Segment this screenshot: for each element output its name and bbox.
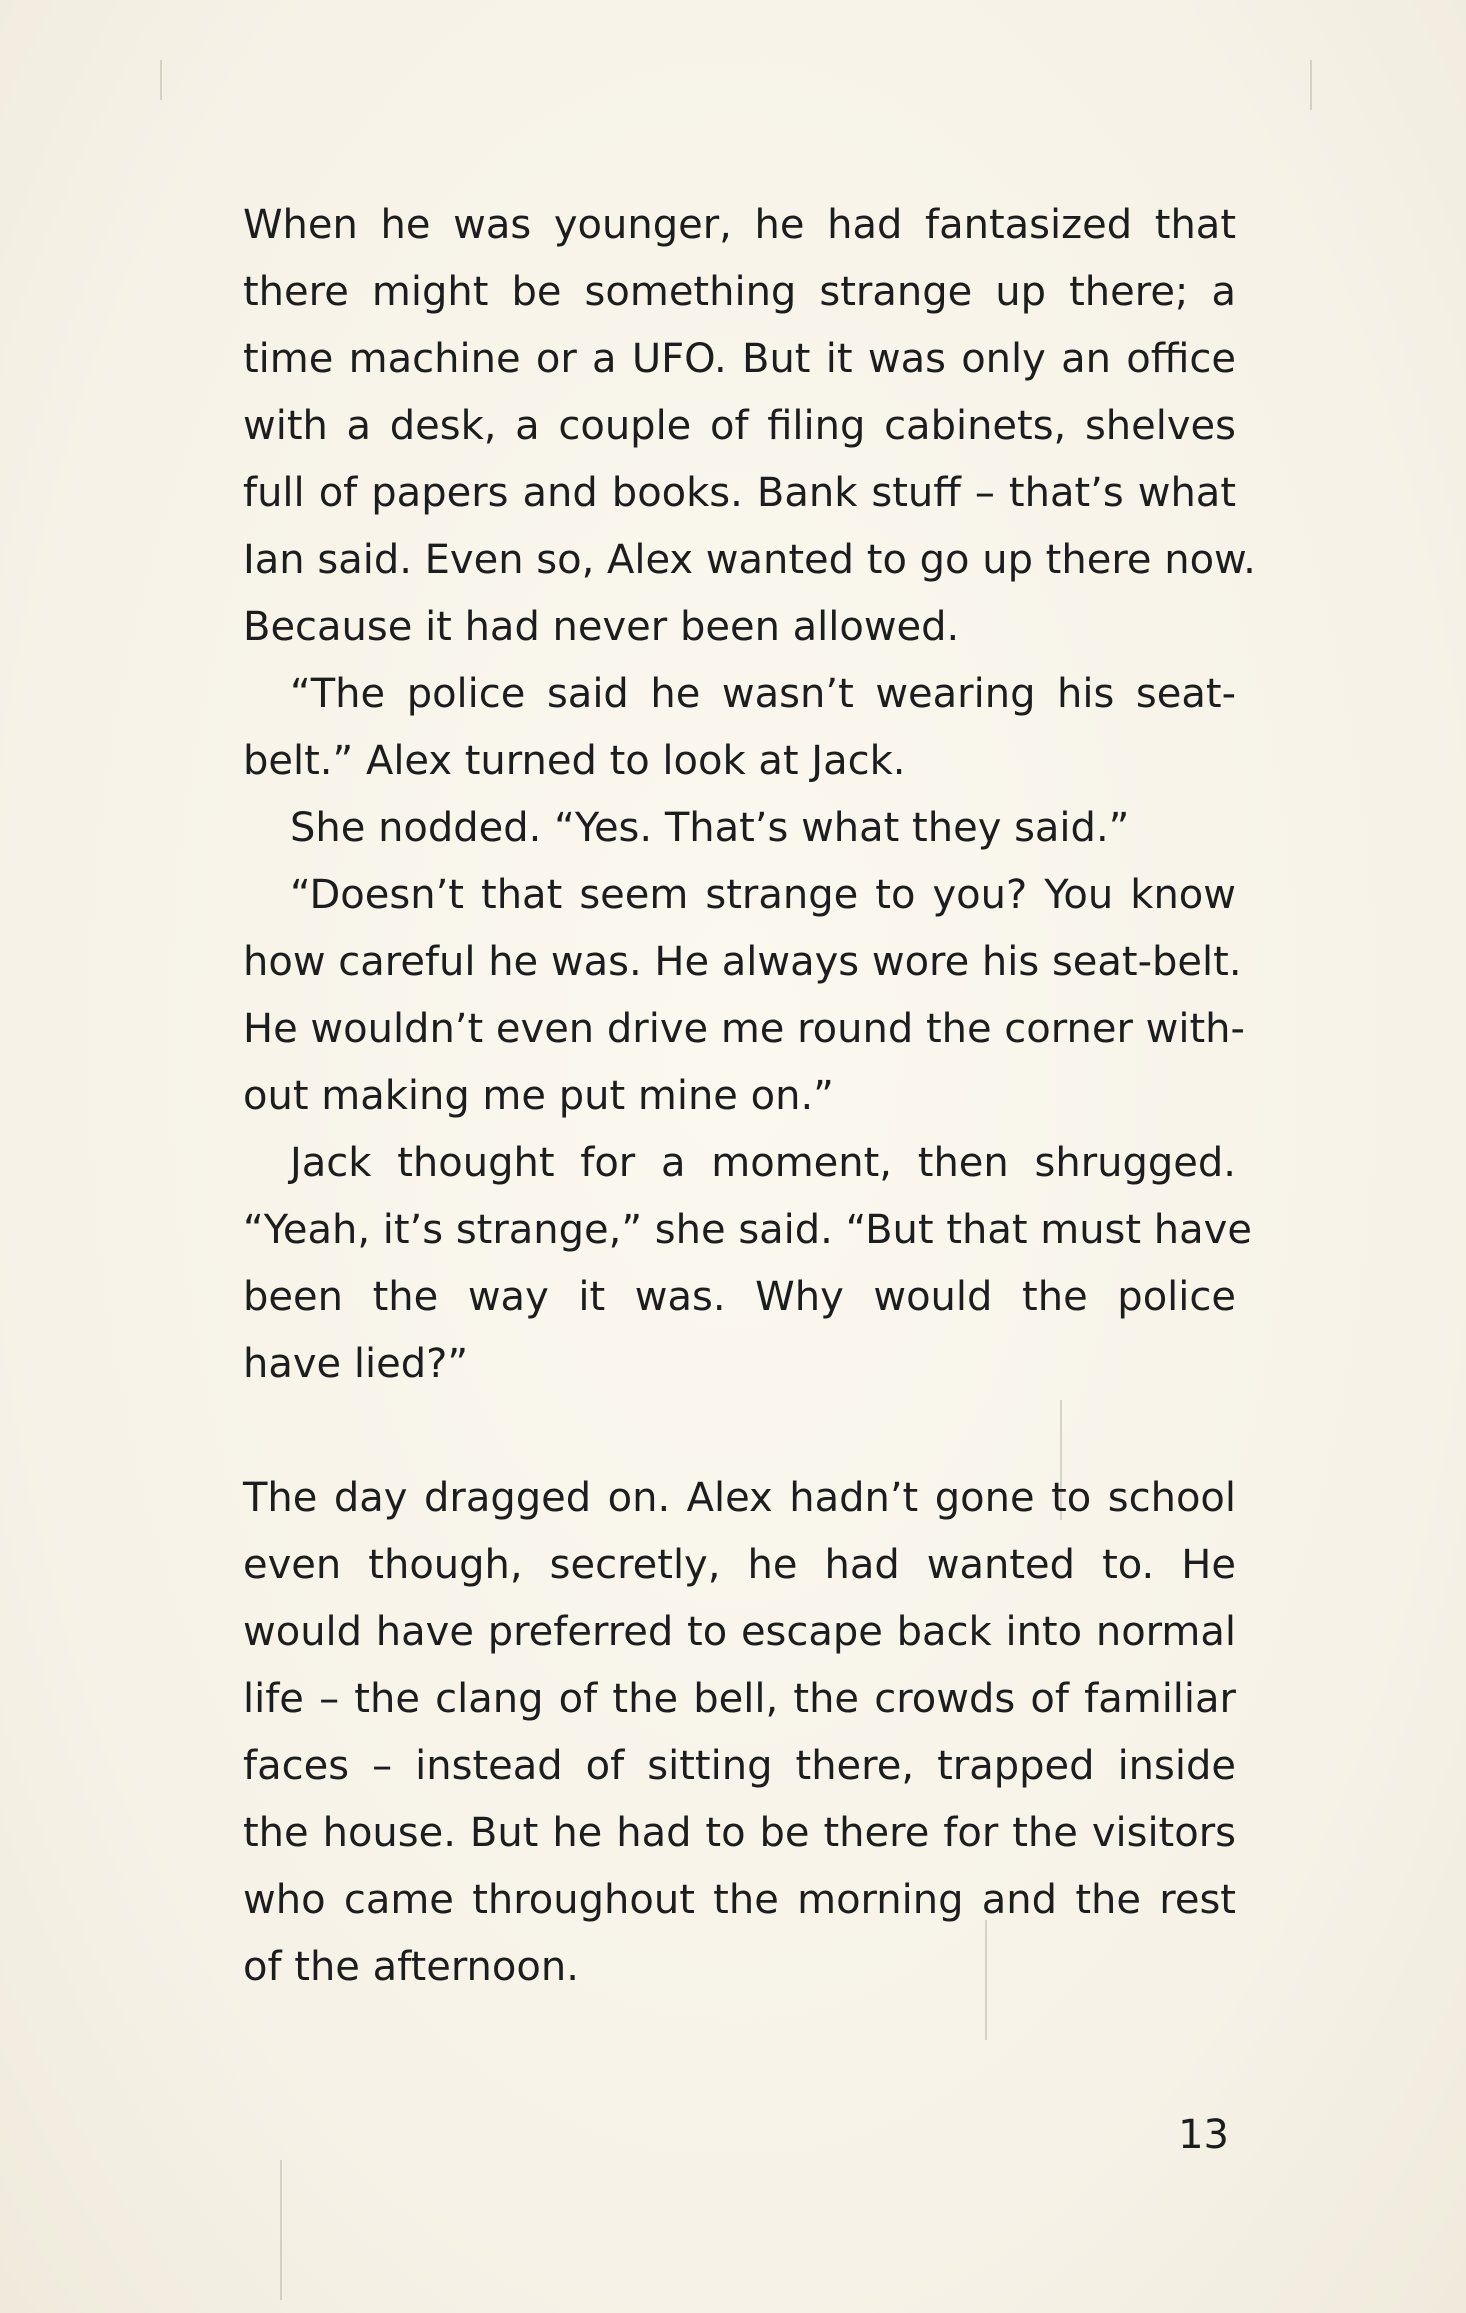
text-line: of the afternoon. — [243, 1944, 579, 1990]
text-line: time machine or a UFO. But it was only an office — [243, 336, 1236, 382]
paragraph — [243, 795, 1236, 862]
text-line: belt.” Alex turned to look at Jack. — [243, 738, 906, 784]
text-line: “Yeah, it’s strange,” she said. “But that must have — [243, 1207, 1252, 1253]
text-line: “Doesn’t that seem strange to you? You know — [290, 872, 1236, 918]
text-line: Jack thought for a moment, then shrugged. — [290, 1140, 1236, 1186]
text-line: full of papers and books. Bank stuff – that’s what — [243, 470, 1236, 516]
text-line: He wouldn’t even drive me round the corner with- — [243, 1006, 1245, 1052]
text-line: have lied?” — [243, 1341, 469, 1387]
paragraph — [243, 1465, 1236, 2001]
text-line: life – the clang of the bell, the crowds of familiar — [243, 1676, 1236, 1722]
text-line: faces – instead of sitting there, trapped inside — [243, 1743, 1236, 1789]
page-number: 13 — [1178, 2112, 1229, 2158]
text-line: She nodded. “Yes. That’s what they said.” — [290, 805, 1130, 851]
paragraph — [243, 661, 1236, 795]
scan-mark — [1310, 60, 1312, 110]
text-line: When he was younger, he had fantasized that — [243, 202, 1236, 248]
text-line: been the way it was. Why would the police — [243, 1274, 1236, 1320]
scan-mark — [160, 60, 162, 100]
text-line: “The police said he wasn’t wearing his seat- — [290, 671, 1236, 717]
paragraph — [243, 1130, 1252, 1398]
text-line: who came throughout the morning and the rest — [243, 1877, 1236, 1923]
body-text — [243, 192, 1256, 2001]
text-line: with a desk, a couple of filing cabinets, shelves — [243, 403, 1236, 449]
text-line: even though, secretly, he had wanted to. He — [243, 1542, 1236, 1588]
text-line: Because it had never been allowed. — [243, 604, 960, 650]
section-break — [243, 1398, 1236, 1465]
text-line: out making me put mine on.” — [243, 1073, 834, 1119]
text-line: Ian said. Even so, Alex wanted to go up there now. — [243, 537, 1256, 583]
scan-mark — [280, 2160, 282, 2300]
paragraph — [243, 862, 1245, 1130]
text-line: would have preferred to escape back into normal — [243, 1609, 1236, 1655]
text-line: there might be something strange up there; a — [243, 269, 1236, 315]
text-line: the house. But he had to be there for the visitors — [243, 1810, 1236, 1856]
text-line: The day dragged on. Alex hadn’t gone to school — [243, 1475, 1236, 1521]
paragraph — [243, 192, 1256, 661]
text-line: how careful he was. He always wore his seat-belt. — [243, 939, 1242, 985]
